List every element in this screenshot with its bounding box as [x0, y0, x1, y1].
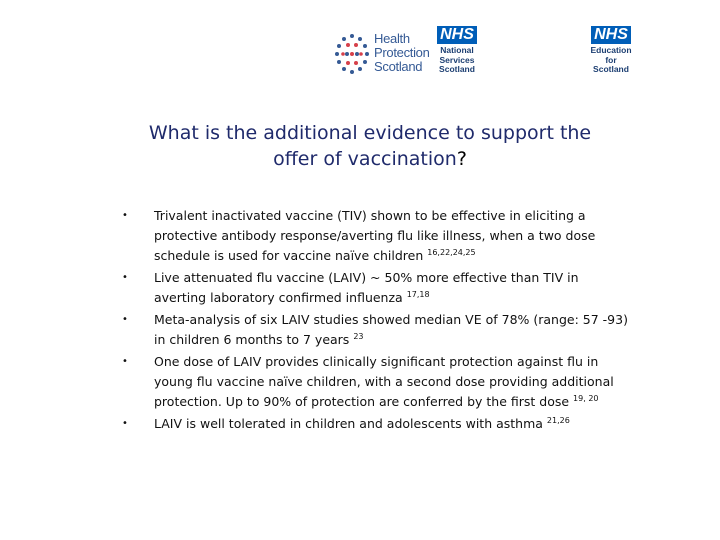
nhs-national-services-scotland-logo [437, 26, 477, 75]
hps-line-2: Protection [374, 45, 430, 60]
nes-line-3: Scotland [593, 64, 629, 74]
list-item [118, 352, 628, 412]
hps-wordmark [374, 32, 430, 74]
nss-line-1: National [440, 45, 474, 55]
bullet-text: Trivalent inactivated vaccine (TIV) shown to be effective in eliciting a protective antibody response/averting flu like illness, when a two dose schedule is used for vaccine naïve children [154, 208, 596, 263]
slide-title-line-1: What is the additional evidence to support the [148, 122, 592, 144]
bullet-text: LAIV is well tolerated in children and adolescents with asthma [154, 416, 547, 431]
health-protection-scotland-logo [334, 28, 430, 90]
bullet-reference: 21,26 [546, 416, 570, 425]
slide-title-question-mark: ? [456, 148, 467, 170]
hps-line-3: Scotland [374, 59, 423, 74]
list-item [118, 268, 628, 308]
list-item [118, 310, 628, 350]
evidence-list [118, 206, 628, 434]
slide-title [110, 120, 630, 172]
bullet-reference: 16,22,24,25 [427, 248, 476, 257]
bullet-text: One dose of LAIV provides clinically significant protection against flu in young flu vaccine naïve children, with a second dose providing additional protection. Up to 90% of protection are conferred by the first dose [154, 354, 614, 409]
bullet-icon: • [122, 314, 128, 325]
nes-wordmark [588, 46, 634, 75]
nes-line-2: for [605, 54, 617, 65]
bullet-reference: 17,18 [406, 290, 430, 299]
hps-dots-icon [334, 32, 370, 80]
bullet-reference: 19, 20 [573, 394, 599, 403]
bullet-icon: • [122, 418, 128, 429]
list-item [118, 206, 628, 266]
slide-title-line-2: offer of vaccination [273, 148, 457, 170]
bullet-text: Live attenuated flu vaccine (LAIV) ~ 50% more effective than TIV in averting laboratory confirmed influenza [154, 270, 579, 305]
nhs-badge: NHS [591, 26, 631, 44]
bullet-icon: • [122, 272, 128, 283]
bullet-reference: 23 [353, 332, 364, 341]
hps-line-1: Health [374, 31, 410, 46]
bullet-icon: • [122, 356, 128, 367]
bullet-icon: • [122, 210, 128, 221]
nes-line-1: Education [590, 45, 632, 55]
nss-line-3: Scotland [439, 64, 475, 74]
nss-line-2: Services [439, 54, 475, 65]
nss-wordmark [437, 46, 477, 75]
nhs-badge: NHS [437, 26, 477, 44]
list-item [118, 414, 628, 434]
logo-bar [0, 22, 720, 92]
nhs-education-for-scotland-logo [588, 26, 634, 75]
bullet-text: Meta-analysis of six LAIV studies showed median VE of 78% (range: 57 -93) in children 6 months to 7 years [154, 312, 628, 347]
